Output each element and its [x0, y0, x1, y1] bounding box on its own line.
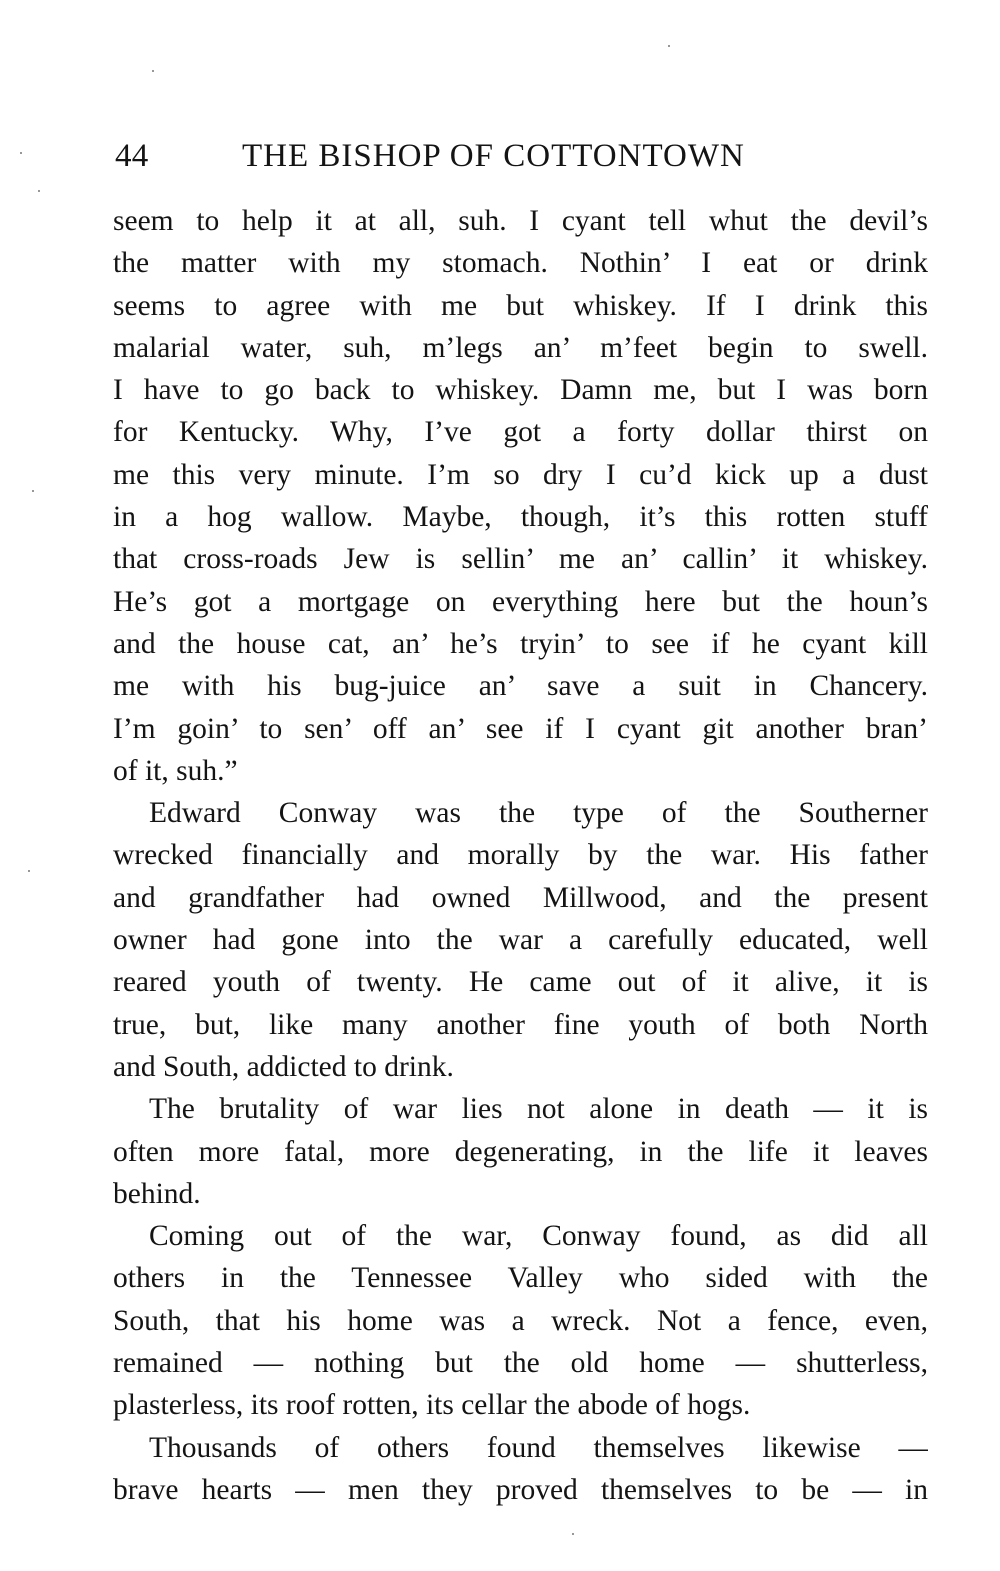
text-line: reared youth of twenty. He came out of it alive, it is — [113, 966, 928, 999]
text-line: I have to go back to whiskey. Damn me, but I was born — [113, 374, 928, 407]
paragraph — [113, 200, 928, 792]
text-line: He’s got a mortgage on everything here but the houn’s — [113, 585, 928, 618]
text-line: for Kentucky. Why, I’ve got a forty dollar thirst on — [113, 416, 928, 449]
scan-speck — [32, 490, 34, 492]
paragraph — [113, 792, 928, 1088]
text-line: malarial water, suh, m’legs an’ m’feet begin to swell. — [113, 331, 928, 364]
text-line: and the house cat, an’ he’s tryin’ to see if he cyant kill — [113, 627, 928, 660]
page-number: 44 — [115, 138, 149, 174]
text-line: brave hearts — men they proved themselves to be — in — [113, 1473, 928, 1506]
text-line: and grandfather had owned Millwood, and the present — [113, 881, 928, 914]
text-line: wrecked financially and morally by the war. His father — [113, 839, 928, 872]
paragraph — [113, 1215, 928, 1426]
text-line: the matter with my stomach. Nothin’ I eat or drink — [113, 247, 928, 280]
scan-speck — [28, 870, 30, 872]
text-line: Coming out of the war, Conway found, as did all — [149, 1220, 928, 1253]
text-line: plasterless, its roof rotten, its cellar the abode of hogs. — [113, 1389, 751, 1422]
text-line: often more fatal, more degenerating, in the life it leaves — [113, 1135, 928, 1168]
running-head — [115, 138, 812, 182]
text-line: behind. — [113, 1177, 201, 1210]
body-text — [113, 200, 928, 1511]
scan-speck — [20, 152, 22, 154]
text-line: that cross-roads Jew is sellin’ me an’ callin’ it whiskey. — [113, 543, 928, 576]
text-line: me this very minute. I’m so dry I cu’d kick up a dust — [113, 458, 928, 491]
text-line: and South, addicted to drink. — [113, 1050, 454, 1083]
text-line: remained — nothing but the old home — shutterless, — [113, 1347, 928, 1380]
text-line: The brutality of war lies not alone in death — it is — [149, 1093, 928, 1126]
paragraph — [113, 1088, 928, 1215]
text-line: seems to agree with me but whiskey. If I drink this — [113, 289, 928, 322]
scan-speck — [572, 1533, 574, 1535]
text-line: in a hog wallow. Maybe, though, it’s this rotten stuff — [113, 501, 928, 534]
text-line: true, but, like many another fine youth of both North — [113, 1008, 928, 1041]
paragraph — [113, 1427, 928, 1512]
scan-speck — [38, 190, 40, 192]
text-line: owner had gone into the war a carefully educated, well — [113, 924, 928, 957]
text-line: South, that his home was a wreck. Not a fence, even, — [113, 1304, 928, 1337]
text-line: seem to help it at all, suh. I cyant tell whut the devil’s — [113, 205, 928, 237]
text-line: others in the Tennessee Valley who sided with the — [113, 1262, 928, 1295]
text-line: Thousands of others found themselves likewise — — [149, 1431, 928, 1464]
text-line: me with his bug-juice an’ save a suit in Chancery. — [113, 670, 928, 703]
scan-speck — [668, 45, 670, 47]
book-title: THE BISHOP OF COTTONTOWN — [242, 138, 745, 174]
text-line: of it, suh.” — [113, 754, 238, 787]
scan-speck — [152, 70, 154, 72]
text-line: Edward Conway was the type of the Southerner — [149, 797, 928, 830]
text-line: I’m goin’ to sen’ off an’ see if I cyant git another bran’ — [113, 712, 928, 745]
